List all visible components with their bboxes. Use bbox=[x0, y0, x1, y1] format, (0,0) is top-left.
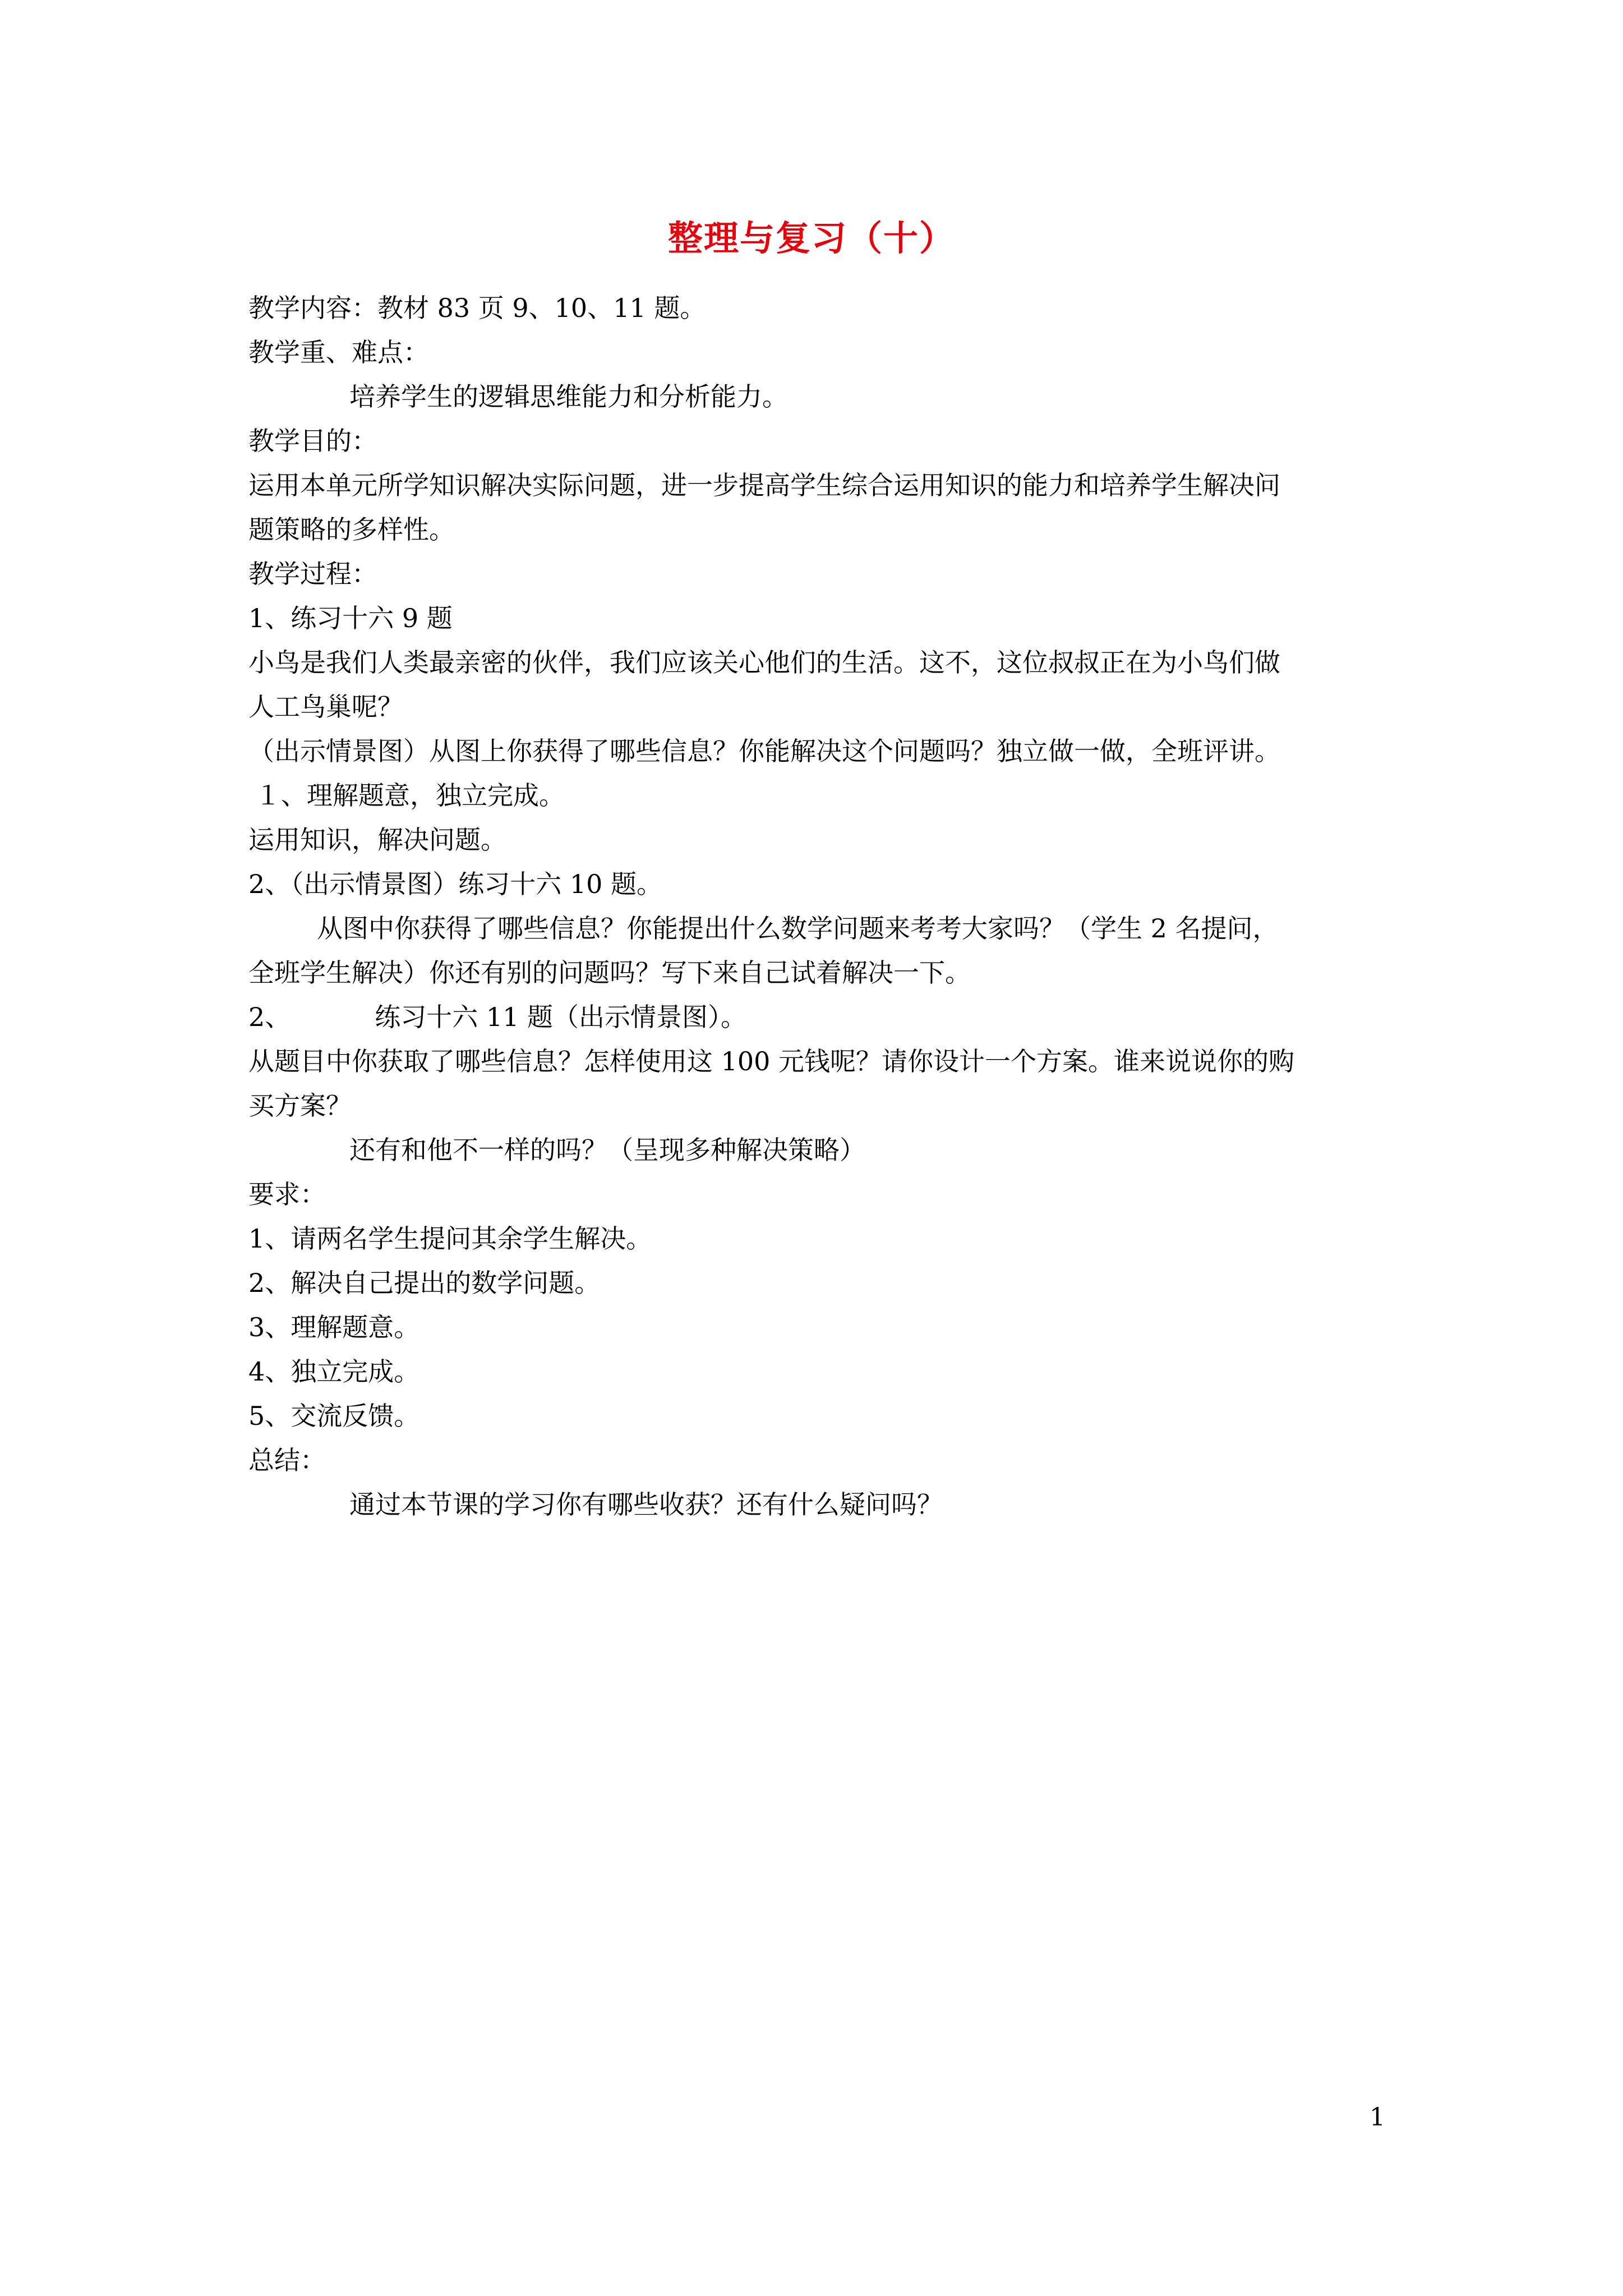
line-objectives-heading: 教学目的： bbox=[248, 426, 377, 456]
document-title: 整理与复习（十） bbox=[667, 218, 955, 259]
line-question-1: 从图中你获得了哪些信息？你能提出什么数学问题来考考大家吗？（学生 2 名提问， bbox=[317, 913, 1279, 944]
line-teaching-content: 教学内容：教材 83 页 9、10、11 题。 bbox=[248, 293, 706, 323]
line-summary: 通过本节课的学习你有哪些收获？还有什么疑问吗？ bbox=[349, 1489, 943, 1520]
line-other-ways: 还有和他不一样的吗？（呈现多种解决策略） bbox=[349, 1135, 865, 1165]
line-summary-heading: 总结： bbox=[248, 1445, 326, 1475]
line-step-3 bbox=[248, 995, 1393, 1039]
line-key-points-heading: 教学重、难点： bbox=[248, 337, 429, 367]
requirement-item: 2、解决自己提出的数学问题。 bbox=[248, 1268, 601, 1298]
requirement-item: 1、请两名学生提问其余学生解决。 bbox=[248, 1223, 652, 1254]
line-show-scene: （出示情景图）从图上你获得了哪些信息？你能解决这个问题吗？独立做一做，全班评讲。 bbox=[248, 736, 1280, 766]
line-step-2: 2、（出示情景图）练习十六 10 题。 bbox=[248, 869, 663, 899]
line-requirements-heading: 要求： bbox=[248, 1179, 326, 1209]
line-question-2: 全班学生解决）你还有别的问题吗？写下来自己试着解决一下。 bbox=[248, 958, 971, 988]
requirement-item: 5、交流反馈。 bbox=[248, 1401, 420, 1431]
line-understand: １、理解题意，独立完成。 bbox=[255, 780, 565, 811]
document-body bbox=[248, 286, 1393, 1527]
line-objectives-2: 题策略的多样性。 bbox=[248, 514, 455, 545]
line-step-3-text: 练习十六 11 题（出示情景图）。 bbox=[375, 1002, 747, 1032]
line-key-points: 培养学生的逻辑思维能力和分析能力。 bbox=[349, 381, 788, 412]
line-money-2: 买方案？ bbox=[248, 1091, 352, 1121]
line-step-1: 1、练习十六 9 题 bbox=[248, 603, 453, 633]
line-bird-1: 小鸟是我们人类最亲密的伙伴，我们应该关心他们的生活。这不，这位叔叔正在为小鸟们做 bbox=[248, 647, 1280, 678]
page-number: 1 bbox=[1370, 2103, 1385, 2132]
requirement-item: 4、独立完成。 bbox=[248, 1356, 420, 1387]
line-process-heading: 教学过程： bbox=[248, 559, 377, 589]
line-apply: 运用知识，解决问题。 bbox=[248, 825, 506, 855]
line-money-1: 从题目中你获取了哪些信息？怎样使用这 100 元钱呢？请你设计一个方案。谁来说说你的购 bbox=[248, 1046, 1295, 1076]
line-step-3-number: 2、 bbox=[248, 1002, 291, 1032]
requirement-item: 3、理解题意。 bbox=[248, 1312, 420, 1342]
line-bird-2: 人工鸟巢呢？ bbox=[248, 692, 403, 722]
line-objectives-1: 运用本单元所学知识解决实际问题，进一步提高学生综合运用知识的能力和培养学生解决问 bbox=[248, 470, 1280, 500]
